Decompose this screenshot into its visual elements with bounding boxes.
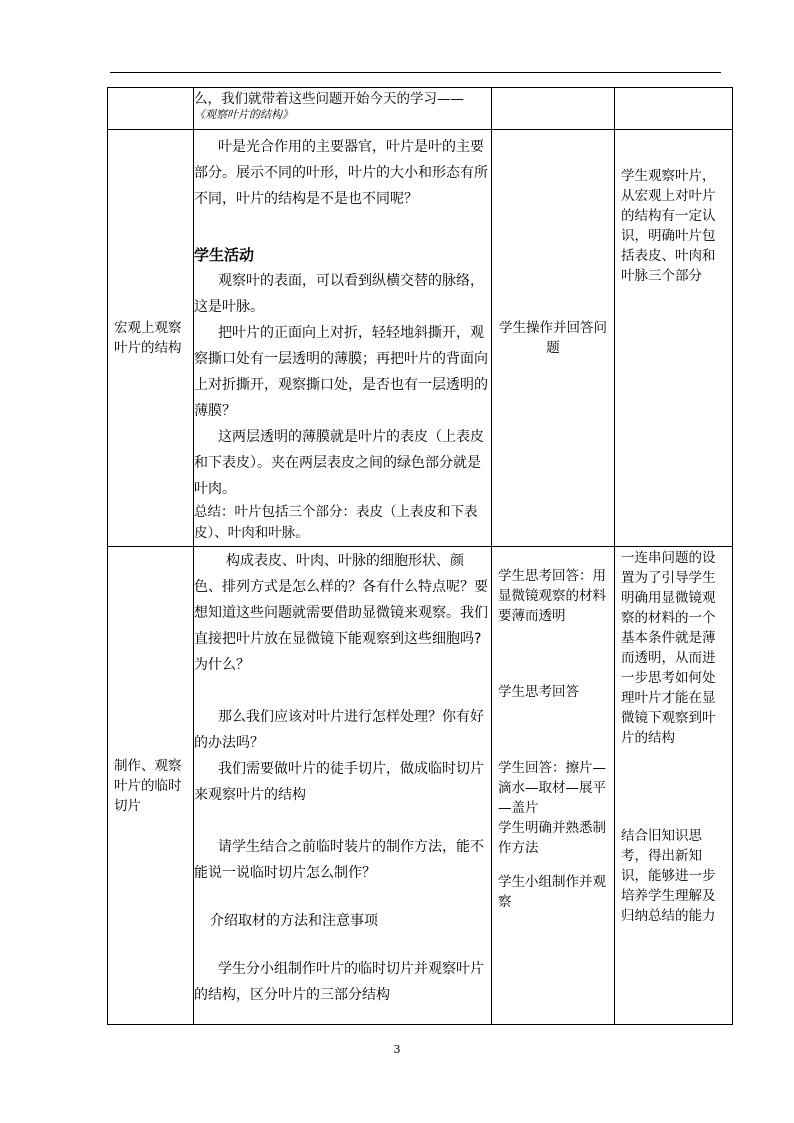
macro-intent-text: 学生观察叶片，从宏观上对叶片的结构有一定认识，明确叶片包括表皮、叶肉和叶脉三个部分 xyxy=(621,168,716,284)
slide-student-answer-2: 学生思考回答 xyxy=(498,684,579,700)
slide-student-cell xyxy=(492,547,615,1025)
macro-teaching-cell xyxy=(194,130,492,547)
lesson-plan-table xyxy=(107,87,733,1025)
slide-student-answer-5: 学生小组制作并观察 xyxy=(498,874,606,910)
slide-intent-2: 结合旧知识思考，得出新知识，能够进一步培养学生理解及归纳总结的能力 xyxy=(621,828,716,924)
slide-teaching-method: 那么我们应该对叶片进行怎样处理？你有好的办法吗？ xyxy=(194,709,484,751)
table-row-macro xyxy=(108,130,733,547)
intro-intent-cell xyxy=(615,88,733,130)
slide-teaching-group: 学生分小组制作叶片的临时切片并观察叶片的结构，区分叶片的三部分结构 xyxy=(194,961,484,1003)
intro-stage-cell xyxy=(108,88,194,130)
macro-stage-cell xyxy=(108,130,194,547)
slide-intent-cell xyxy=(615,547,733,1025)
macro-teaching-intro: 叶是光合作用的主要器官，叶片是叶的主要部分。展示不同的叶形，叶片的大小和形态有所不同，叶片的结构是不是也不同呢？ xyxy=(194,139,488,207)
slide-student-answer-4: 学生明确并熟悉制作方法 xyxy=(498,820,606,856)
slide-intent-1: 一连串问题的设置为了引导学生明确用显微镜观察的材料的一个基本条件就是薄而透明，从而进一步思考如何处理叶片才能在显微镜下观察到叶片的结构 xyxy=(621,550,716,746)
slide-teaching-questions: 构成表皮、叶肉、叶脉的细胞形状、颜色、排列方式是怎么样的？各有什么特点呢？要想知道这些问题就需要借助显微镜来观察。我们直接把叶片放在显微镜下能观察到这些细胞吗?为什么？ xyxy=(194,553,488,673)
slide-teaching-cell xyxy=(194,547,492,1025)
slide-teaching-recall: 请学生结合之前临时装片的制作方法，能不能说一说临时切片怎么制作？ xyxy=(194,839,484,881)
macro-intent-cell xyxy=(615,130,733,547)
student-activity-heading: 学生活动 xyxy=(194,246,255,264)
macro-teaching-tear: 把叶片的正面向上对折，轻轻地斜撕开，观察撕口处有一层透明的薄膜；再把叶片的背面向上对折撕开，观察撕口处，是否也有一层透明的薄膜？ xyxy=(194,325,488,419)
macro-student-text: 学生操作并回答问题 xyxy=(499,320,607,356)
macro-teaching-vein: 观察叶的表面，可以看到纵横交替的脉络，这是叶脉。 xyxy=(194,273,484,315)
slide-student-answer-1: 学生思考回答：用显微镜观察的材料要薄而透明 xyxy=(498,568,606,624)
slide-stage-label: 制作、观察叶片的临时切片 xyxy=(114,757,182,814)
slide-teaching-sampling: 介绍取材的方法和注意事项 xyxy=(210,913,378,929)
macro-stage-label: 宏观上观察叶片的结构 xyxy=(114,320,182,356)
table-row-intro xyxy=(108,88,733,130)
intro-student-cell xyxy=(492,88,615,130)
intro-text: 么，我们就带着这些问题开始今天的学习—— xyxy=(194,91,464,107)
book-title: 《观察叶片的结构》 xyxy=(194,108,293,121)
macro-teaching-summary: 总结：叶片包括三个部分：表皮（上表皮和下表皮）、叶肉和叶脉。 xyxy=(194,504,478,541)
macro-teaching-epidermis: 这两层透明的薄膜就是叶片的表皮（上表皮和下表皮）。夹在两层表皮之间的绿色部分就是叶肉。 xyxy=(194,429,484,497)
slide-teaching-section: 我们需要做叶片的徒手切片，做成临时切片来观察叶片的结构 xyxy=(194,761,484,803)
slide-student-answer-3: 学生回答：擦片—滴水—取材—展平—盖片 xyxy=(498,760,606,816)
intro-teaching-cell xyxy=(194,88,492,130)
header-rule xyxy=(110,72,721,73)
slide-stage-cell xyxy=(108,547,194,1025)
page-number: 3 xyxy=(393,1043,401,1056)
table-row-slide xyxy=(108,547,733,1025)
macro-student-cell xyxy=(492,130,615,547)
